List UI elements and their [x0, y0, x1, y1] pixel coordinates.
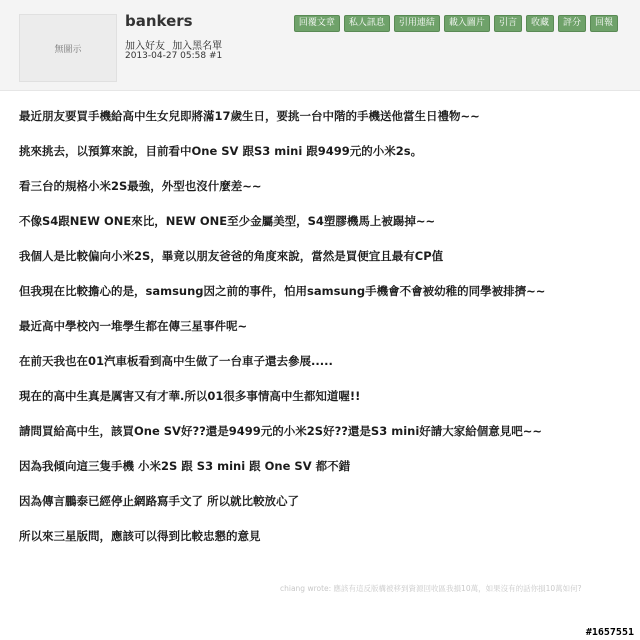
post-number[interactable]: #1 — [208, 51, 223, 61]
add-friend-link[interactable]: 加入好友 — [125, 41, 165, 52]
post-header — [0, 0, 640, 91]
quote-footer: chiang wrote: 應該有這反版構被移到資源回收區我損10萬，如果沒有的話你損10萬如何? — [280, 584, 582, 593]
post-timestamp: 2013-04-27 05:58 — [125, 51, 207, 61]
post-line: 因為傳言鵬泰已經停止網路寫手文了 所以就比較放心了 — [19, 494, 300, 508]
post-line: 因為我傾向這三隻手機 小米2S 跟 S3 mini 跟 One SV 都不錯 — [19, 459, 351, 473]
private-message-button[interactable]: 私人訊息 — [344, 15, 390, 32]
post-line: 但我現在比較擔心的是，samsung因之前的事件，怕用samsung手機會不會被幼稚的同學被排擠~~ — [19, 284, 546, 298]
rate-button[interactable]: 評分 — [558, 15, 586, 32]
post-line: 最近朋友要買手機給高中生女兒即將滿17歲生日，要挑一台中階的手機送他當生日禮物~~ — [19, 109, 480, 123]
screenshot-id-watermark: #1657551 — [585, 627, 634, 638]
post-line: 最近高中學校內一堆學生都在傳三星事件呢~ — [19, 319, 248, 333]
post-line: 不像S4跟NEW ONE來比，NEW ONE至少金屬美型，S4塑膠機馬上被踢掉~~ — [19, 214, 436, 228]
avatar[interactable] — [19, 14, 117, 82]
post-meta — [125, 51, 222, 61]
post-line: 我個人是比較偏向小米2S，畢竟以朋友爸爸的角度來說，當然是買便宜且最有CP值 — [19, 249, 444, 263]
load-images-button[interactable]: 載入圖片 — [444, 15, 490, 32]
post-line: 現在的高中生真是厲害又有才華.所以01很多事情高中生都知道喔!! — [19, 389, 361, 403]
reply-button[interactable]: 回覆文章 — [294, 15, 340, 32]
post-line: 看三台的規格小米2S最強，外型也沒什麼差~~ — [19, 179, 262, 193]
report-button[interactable]: 回報 — [590, 15, 618, 32]
post-line: 所以來三星版問，應該可以得到比較忠懇的意見 — [19, 529, 261, 543]
post-toolbar — [294, 15, 618, 32]
username[interactable]: bankers — [125, 12, 193, 30]
add-blacklist-link[interactable]: 加入黑名單 — [172, 41, 223, 52]
post-line: 挑來挑去，以預算來說，目前看中One SV 跟S3 mini 跟9499元的小米2s。 — [19, 144, 423, 158]
user-links — [125, 37, 226, 52]
post-line: 在前天我也在01汽車板看到高中生做了一台車子還去參展..... — [19, 354, 333, 368]
post-line: 請問買給高中生，該買One SV好??還是9499元的小米2S好??還是S3 mini好請大家給個意見吧~~ — [19, 424, 543, 438]
post-content — [19, 103, 619, 558]
favorite-button[interactable]: 收藏 — [526, 15, 554, 32]
quote-button[interactable]: 引言 — [494, 15, 522, 32]
quote-link-button[interactable]: 引用連結 — [394, 15, 440, 32]
avatar-placeholder-text: 無圖示 — [54, 44, 82, 55]
